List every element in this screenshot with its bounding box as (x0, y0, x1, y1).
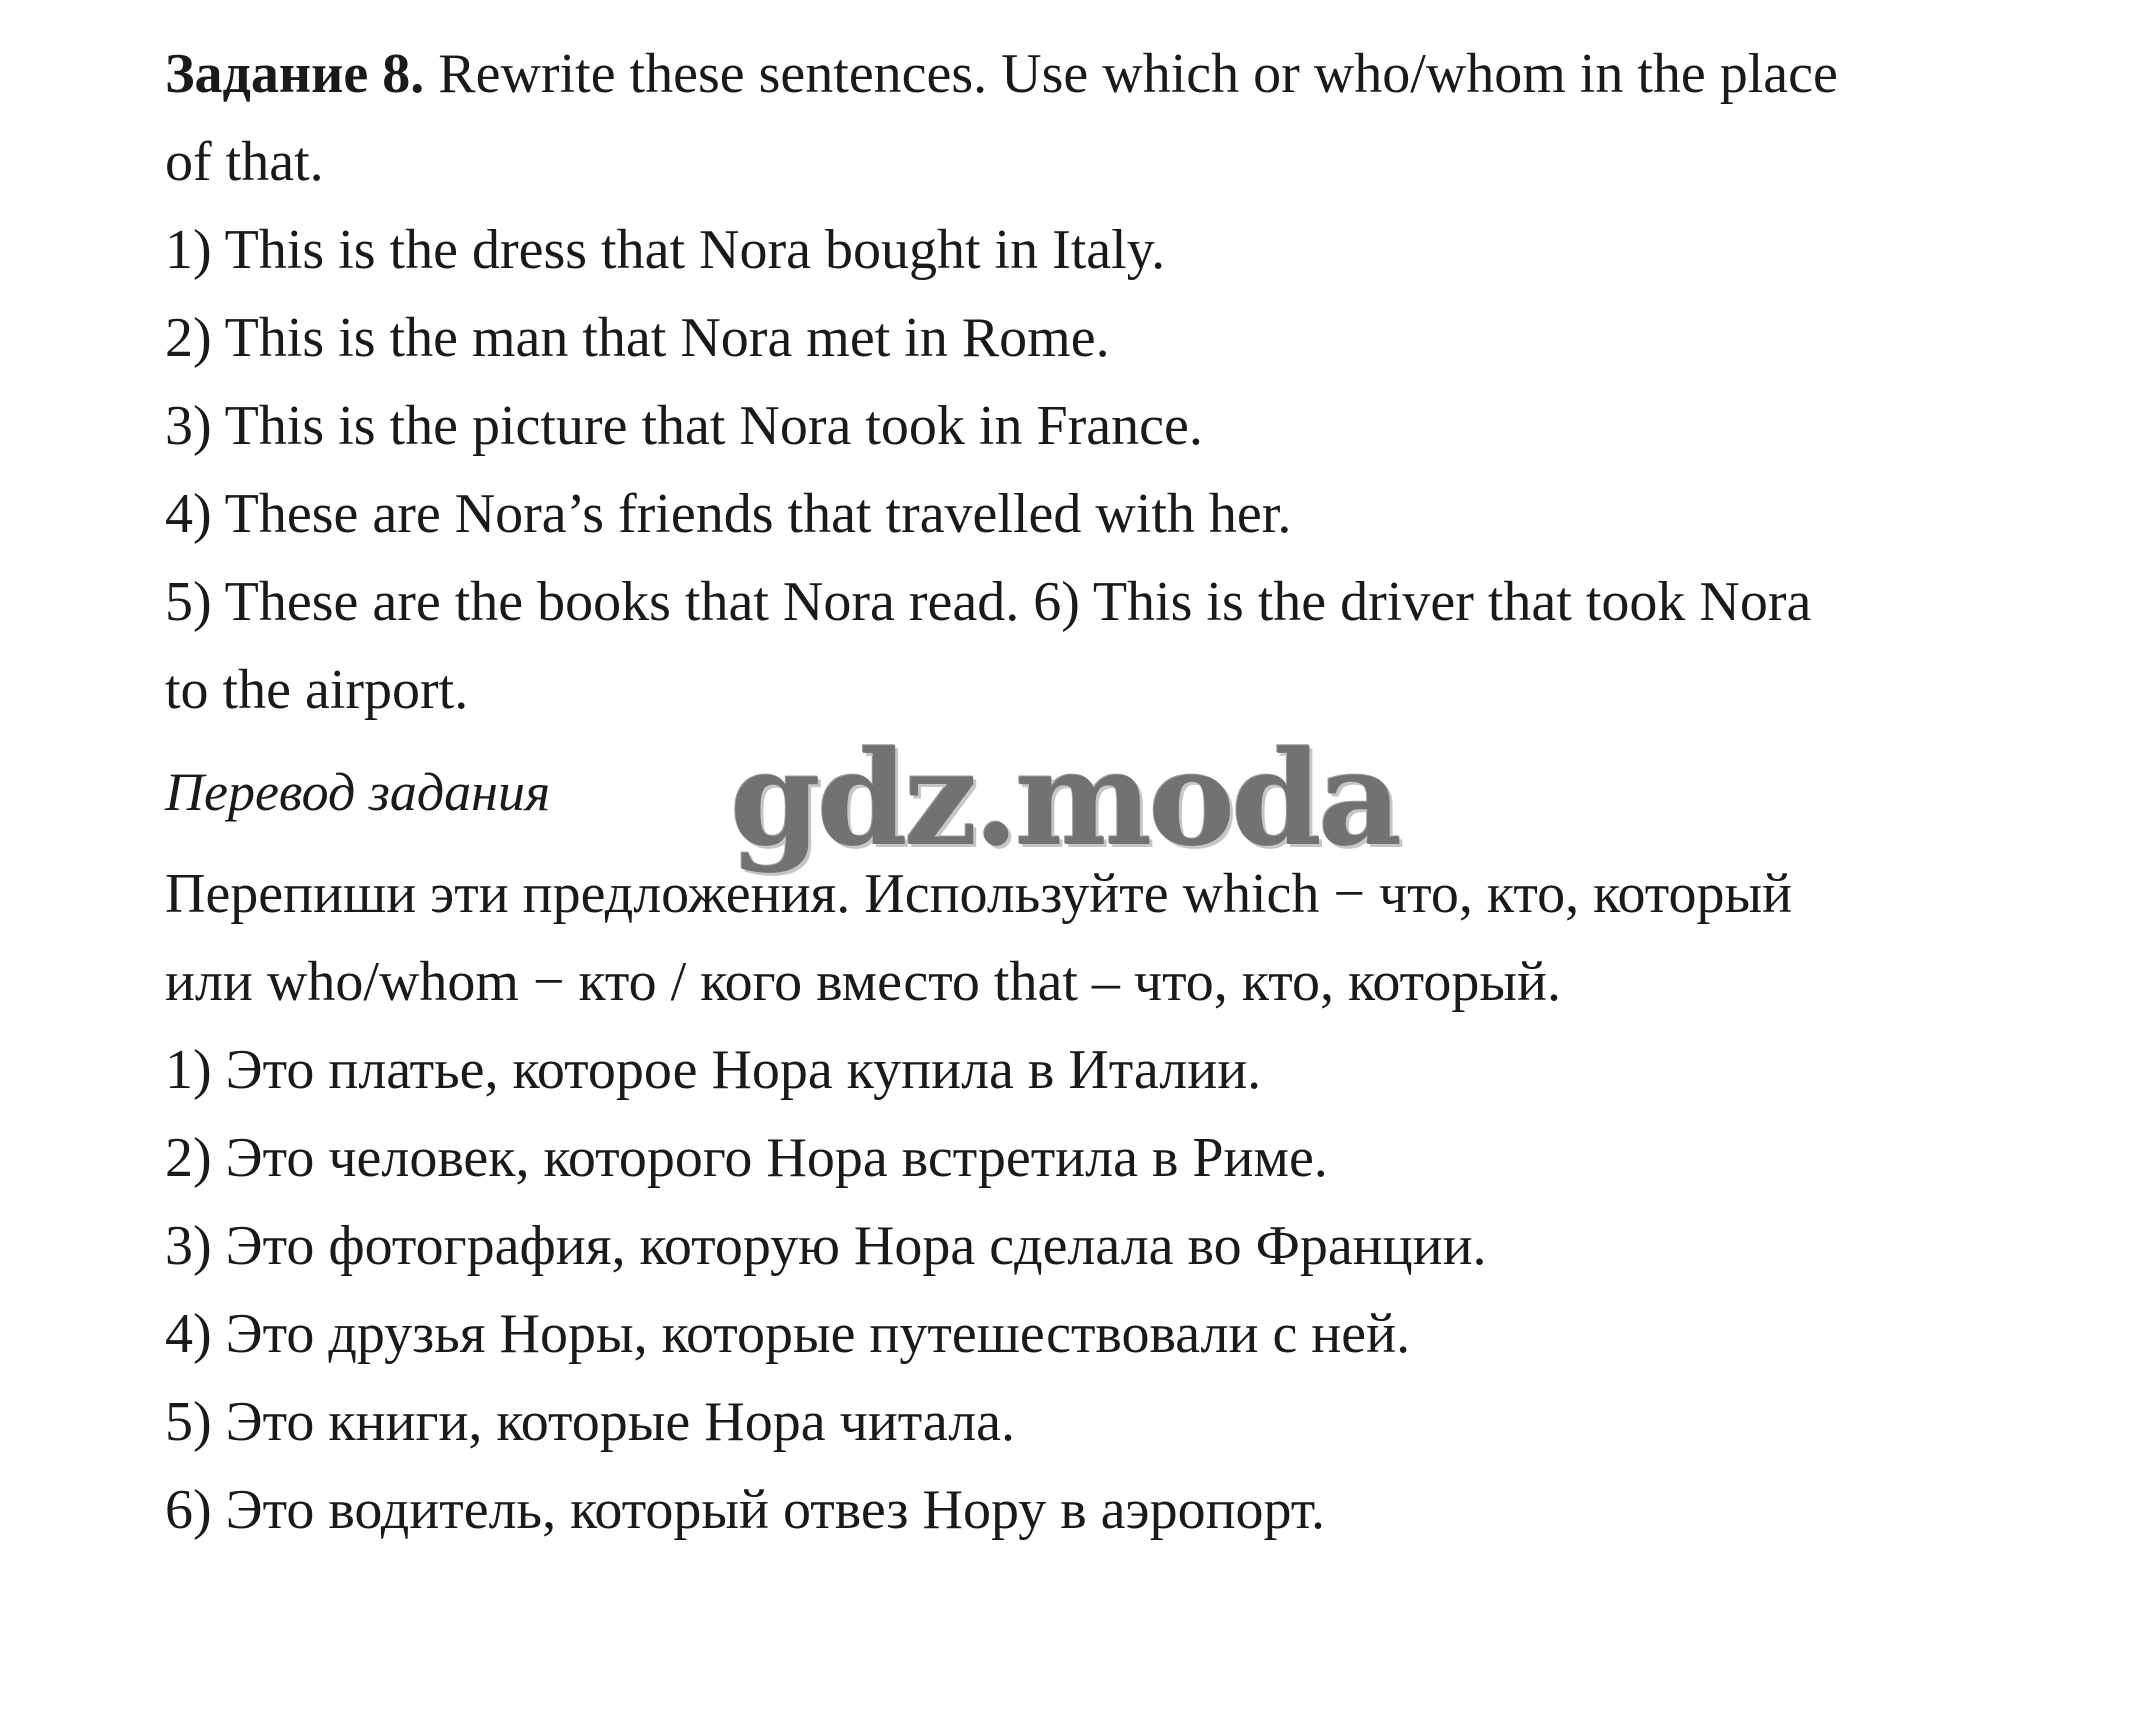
translation-heading-text: Перевод задания (165, 762, 551, 822)
translation-block (165, 850, 1965, 1554)
task-sentence-5-6: 5) These are the books that Nora read. 6) This is the driver that took Nora (165, 571, 1812, 633)
document-page (165, 30, 1965, 1554)
translation-instruction-line-2: или who/whom − кто / кого вместо that – что, кто, который. (165, 951, 1561, 1013)
translation-sentence-1: 1) Это платье, которое Нора купила в Италии. (165, 1039, 1262, 1101)
translation-heading (165, 722, 1965, 875)
watermark-logo: gdz.moda (730, 722, 1399, 875)
task-sentence-2: 2) This is the man that Nora met in Rome. (165, 307, 1110, 369)
translation-sentence-3: 3) Это фотография, которую Нора сделала во Франции. (165, 1215, 1487, 1277)
task-instruction-line-1 (165, 30, 1965, 118)
task-sentence-6-cont: to the airport. (165, 659, 469, 721)
task-sentence-1: 1) This is the dress that Nora bought in Italy. (165, 219, 1166, 281)
translation-sentence-5: 5) Это книги, которые Нора читала. (165, 1391, 1016, 1453)
translation-sentence-2: 2) Это человек, которого Нора встретила в Риме. (165, 1127, 1328, 1189)
task-instruction-line-2: of that. (165, 131, 324, 193)
task-sentence-4: 4) These are Nora’s friends that travelled with her. (165, 483, 1292, 545)
task-instruction-text: Rewrite these sentences. Use which or who/whom in the place (424, 43, 1838, 105)
task-sentence-3: 3) This is the picture that Nora took in France. (165, 395, 1203, 457)
translation-sentence-4: 4) Это друзья Норы, которые путешествовали с ней. (165, 1303, 1411, 1365)
translation-instruction-line-1: Перепиши эти предложения. Используйте which − что, кто, который (165, 863, 1793, 925)
translation-sentence-6: 6) Это водитель, который отвез Нору в аэропорт. (165, 1479, 1326, 1541)
task-label: Задание 8. (165, 43, 425, 105)
